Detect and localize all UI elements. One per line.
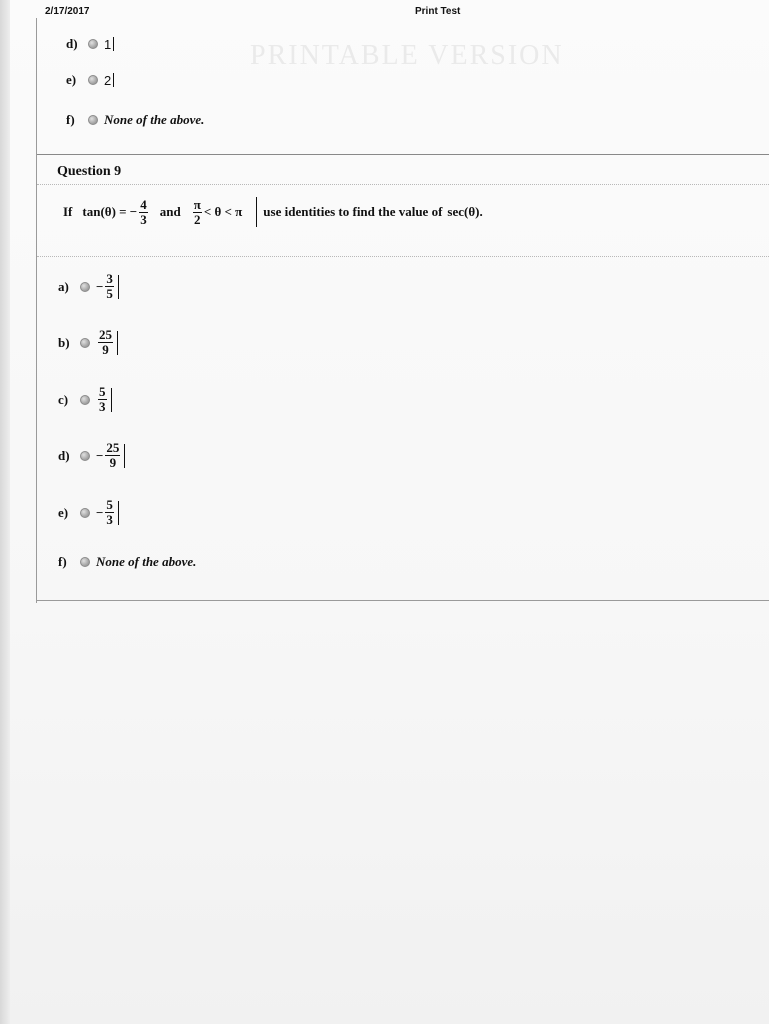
radio-button[interactable] xyxy=(88,39,98,49)
prev-option-d[interactable] xyxy=(66,36,114,52)
dotted-separator xyxy=(37,256,769,257)
option-f[interactable] xyxy=(58,554,196,570)
numerator: 3 xyxy=(106,271,113,286)
question-divider xyxy=(37,154,769,155)
numerator: 4 xyxy=(140,196,147,212)
text-cursor xyxy=(118,501,119,525)
numerator: 5 xyxy=(99,384,106,399)
page-left-edge xyxy=(0,0,10,1024)
text-cursor xyxy=(256,197,257,227)
denominator: 3 xyxy=(140,211,147,227)
radio-button[interactable] xyxy=(80,508,90,518)
option-sign: − xyxy=(96,504,104,520)
text-cursor xyxy=(124,444,125,468)
frame-bottom-border xyxy=(36,600,769,601)
option-text: 1 xyxy=(104,36,112,52)
option-a[interactable] xyxy=(58,272,119,301)
denominator: 9 xyxy=(102,342,109,357)
option-letter: e) xyxy=(66,72,77,87)
radio-button[interactable] xyxy=(80,451,90,461)
option-letter: f) xyxy=(66,112,75,127)
option-letter: e) xyxy=(58,504,69,520)
question-func: tan(θ) = − xyxy=(82,204,138,219)
denominator: 9 xyxy=(109,455,117,470)
question-prefix: If xyxy=(63,204,73,219)
option-letter: f) xyxy=(58,554,67,569)
denominator: 3 xyxy=(99,399,106,414)
option-c[interactable] xyxy=(58,385,112,414)
denominator: 2 xyxy=(194,211,201,227)
numerator: 25 xyxy=(106,440,120,455)
option-fraction xyxy=(98,385,107,414)
text-cursor xyxy=(117,331,118,355)
prev-option-e[interactable] xyxy=(66,72,114,88)
page-date: 2/17/2017 xyxy=(45,6,90,17)
text-cursor xyxy=(113,73,114,87)
option-letter: d) xyxy=(58,447,70,463)
option-text: 2 xyxy=(104,72,112,88)
watermark-text: PRINTABLE VERSION xyxy=(250,40,564,71)
dotted-separator xyxy=(37,184,769,185)
text-cursor xyxy=(111,388,112,412)
question-and: and xyxy=(159,204,181,219)
radio-button[interactable] xyxy=(88,115,98,125)
numerator: 25 xyxy=(99,327,112,342)
option-fraction xyxy=(105,272,114,301)
question-text xyxy=(63,197,483,227)
page-title: Print Test xyxy=(415,6,461,17)
question-suffix: use identities to find the value of xyxy=(263,204,443,219)
option-fraction xyxy=(98,328,113,357)
fraction xyxy=(193,198,202,227)
option-d[interactable] xyxy=(58,441,125,470)
text-cursor xyxy=(118,275,119,299)
option-sign: − xyxy=(96,447,104,463)
numerator: π xyxy=(193,196,201,212)
question-title: Question 9 xyxy=(57,164,122,179)
option-sign: − xyxy=(96,278,104,294)
numerator: 5 xyxy=(106,497,113,512)
denominator: 3 xyxy=(106,512,113,527)
radio-button[interactable] xyxy=(80,282,90,292)
option-letter: a) xyxy=(58,278,69,294)
prev-option-f[interactable] xyxy=(66,112,204,128)
option-letter: d) xyxy=(66,36,78,51)
option-text: None of the above. xyxy=(104,112,205,127)
radio-button[interactable] xyxy=(80,557,90,567)
question-target: sec(θ). xyxy=(447,204,483,219)
frame-left-border xyxy=(36,18,37,603)
option-text: None of the above. xyxy=(96,554,197,569)
radio-button[interactable] xyxy=(80,395,90,405)
option-e[interactable] xyxy=(58,498,119,527)
option-b[interactable] xyxy=(58,328,118,357)
fraction xyxy=(139,198,148,227)
question-range: < θ < π xyxy=(203,204,243,219)
radio-button[interactable] xyxy=(80,338,90,348)
option-letter: c) xyxy=(58,391,69,407)
option-fraction xyxy=(105,441,120,470)
text-cursor xyxy=(113,37,114,51)
denominator: 5 xyxy=(106,286,113,301)
radio-button[interactable] xyxy=(88,75,98,85)
option-letter: b) xyxy=(58,334,70,350)
option-fraction xyxy=(105,498,114,527)
